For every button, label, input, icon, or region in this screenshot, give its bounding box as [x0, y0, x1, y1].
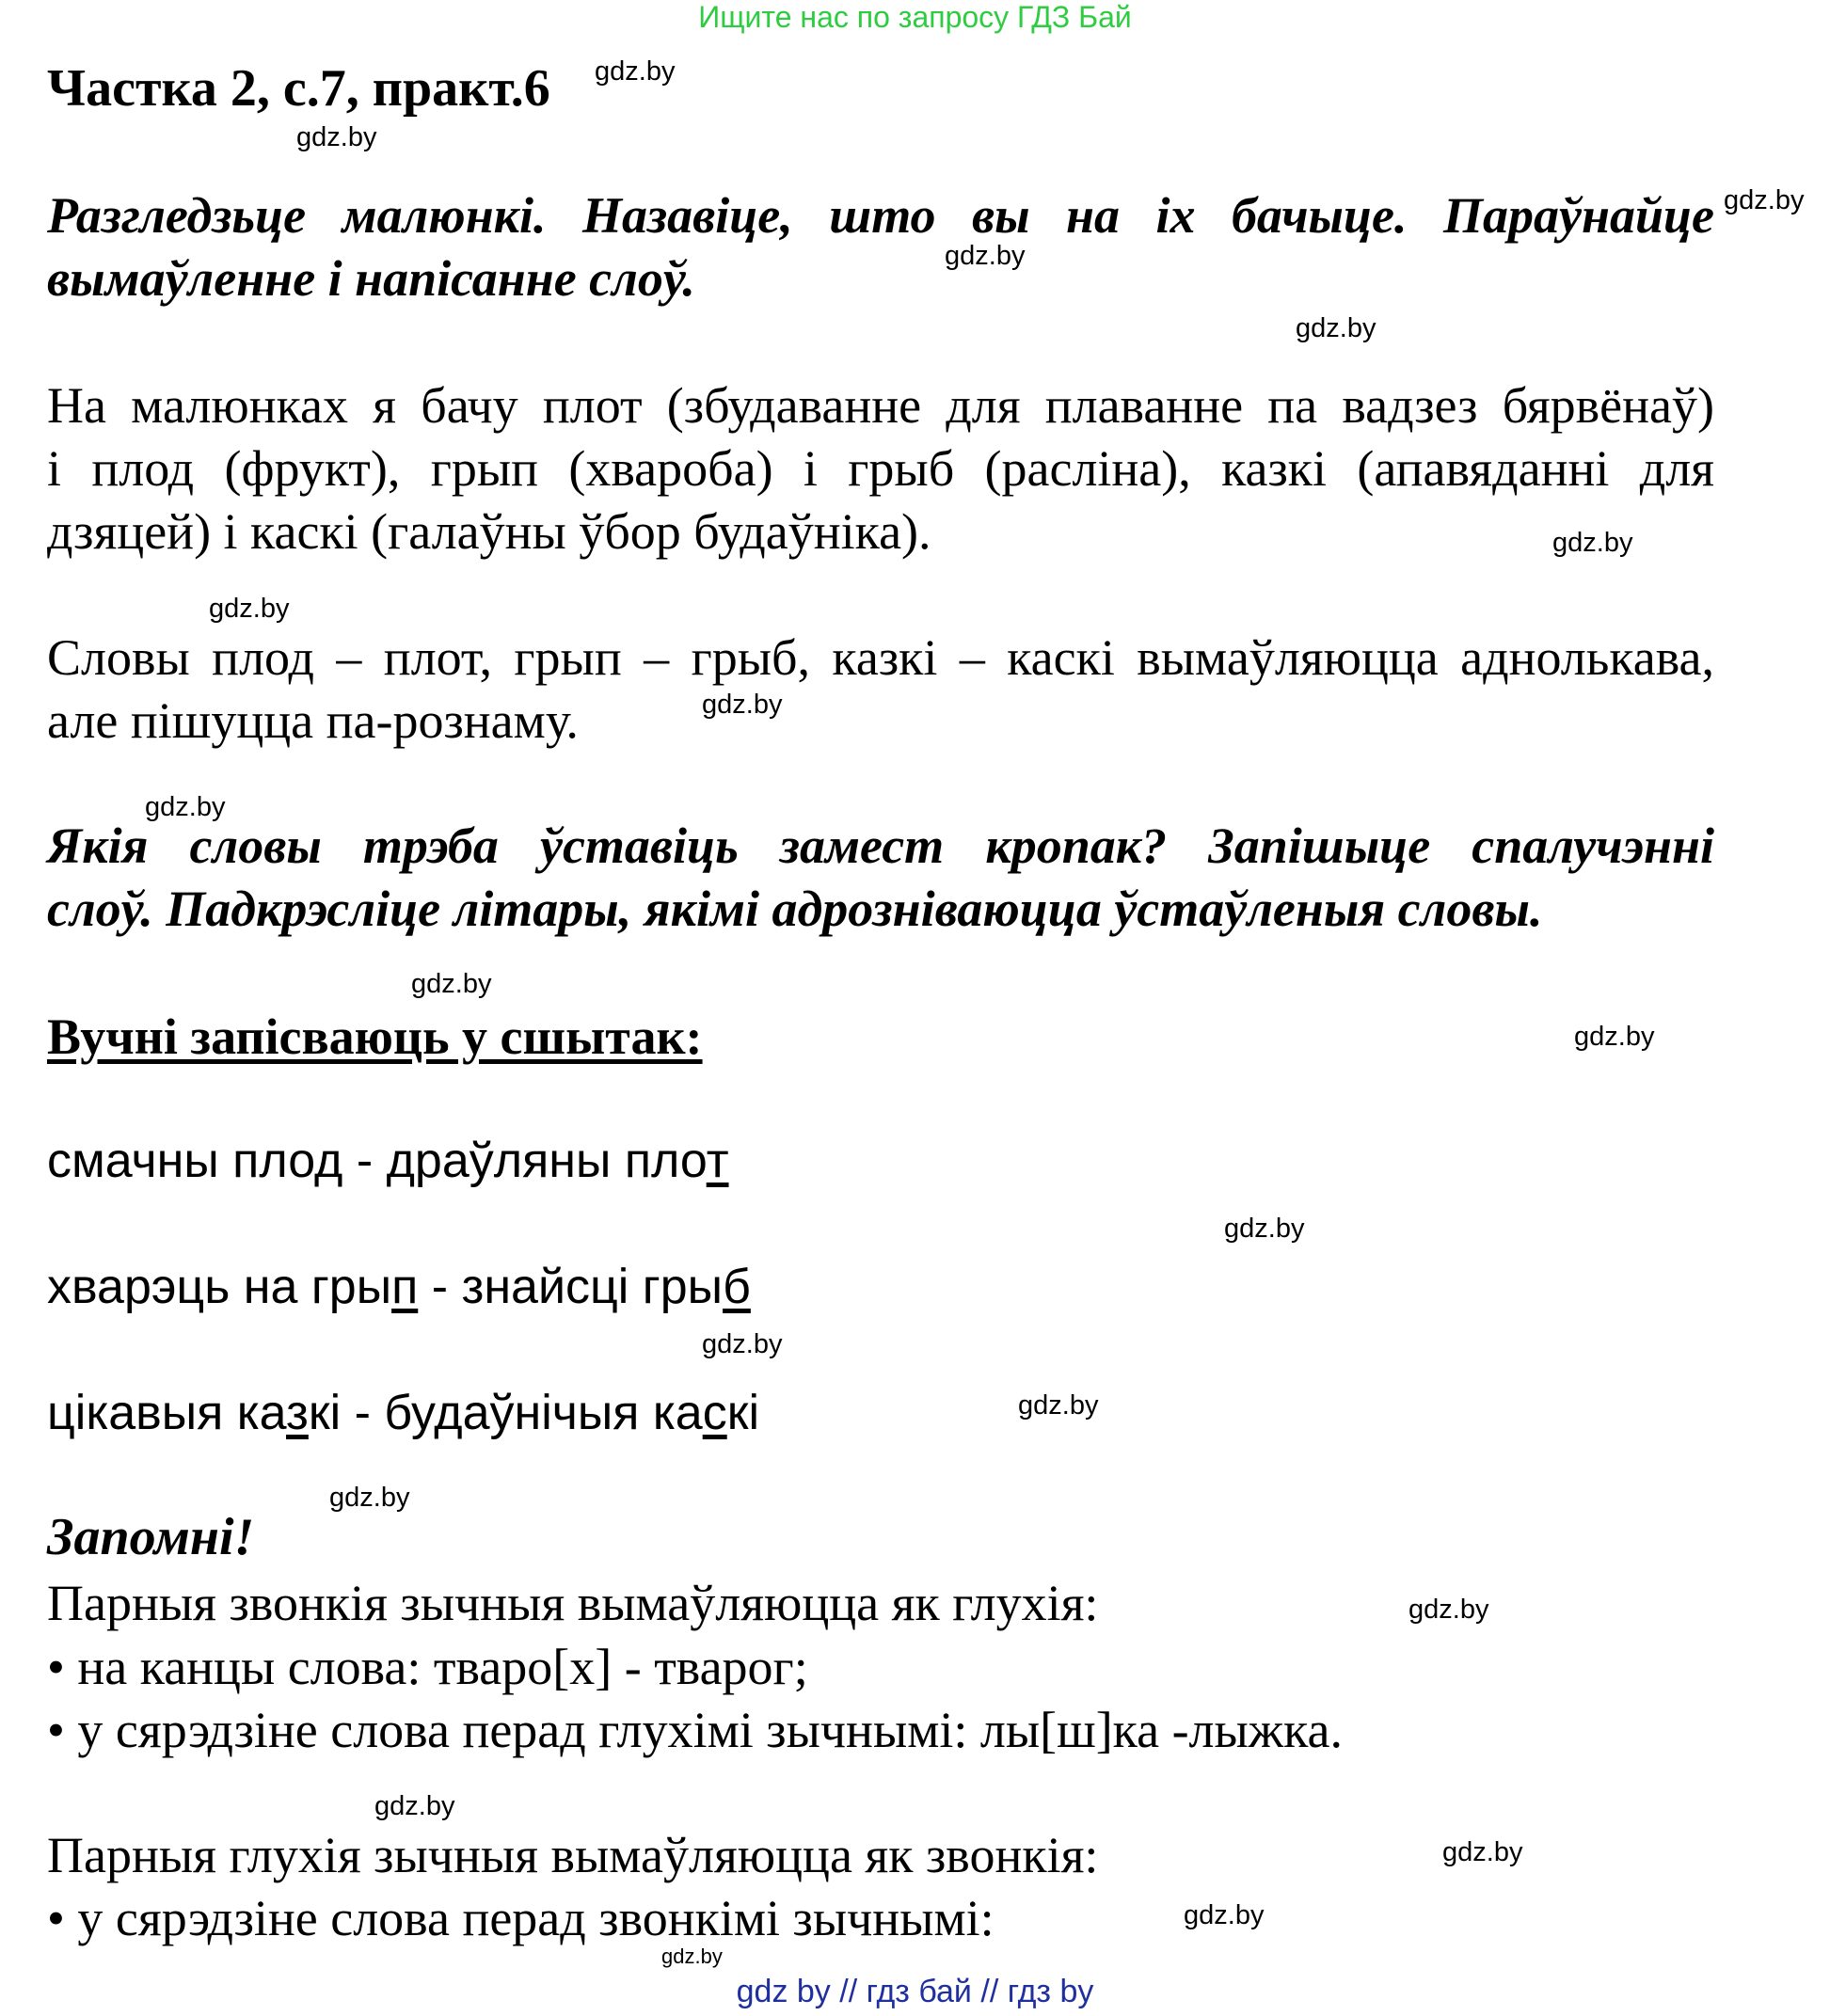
pair-separator: -: [342, 1134, 387, 1188]
task-2: [47, 815, 1714, 941]
watermark: gdz.by: [661, 1945, 723, 1968]
answer-1-line: і плод (фрукт), грып (хвароба) і грыб (расліна), казкі (апавяданні для: [47, 440, 1714, 497]
rule-line: Парныя глухія зычныя вымаўляюцца як звонкія:: [47, 1827, 1099, 1883]
rule-line: • у сярэдзіне слова перад глухімі зычнымі: лы[ш]ка -лыжка.: [47, 1702, 1343, 1758]
rule-line: • у сярэдзіне слова перад звонкімі зычнымі:: [47, 1890, 995, 1946]
watermark: gdz.by: [1724, 185, 1805, 215]
watermark: gdz.by: [145, 792, 226, 822]
watermark: gdz.by: [296, 122, 377, 152]
watermark: gdz.by: [1296, 313, 1376, 343]
pair-right: будаўнічыя ка: [384, 1386, 703, 1440]
top-banner[interactable]: Ищите нас по запросу ГДЗ Бай: [698, 0, 1132, 34]
pair-right: знайсці гры: [461, 1260, 724, 1314]
pair-left-underlined: д: [314, 1134, 343, 1188]
answer-1-line: На малюнках я бачу плот (збудаванне для плаванне па вадзез бярвёнаў): [47, 377, 1714, 434]
watermark: gdz.by: [702, 1329, 783, 1359]
rule-line: • на канцы слова: тваро[х] - тварог;: [47, 1639, 808, 1695]
task-2-line: слоў. Падкрэсліце літары, якімі адрозніваюцца ўстаўленыя словы.: [47, 881, 1543, 937]
watermark: gdz.by: [1408, 1595, 1489, 1625]
watermark: gdz.by: [1574, 1022, 1655, 1052]
watermark: gdz.by: [595, 56, 676, 87]
pair-separator: -: [418, 1260, 462, 1314]
answer-2: [47, 627, 1714, 753]
remember-heading: Запомні!: [47, 1508, 255, 1566]
word-pair: [47, 1259, 751, 1315]
task-1-line: Разгледзьце малюнкі. Назавіце, што вы на іх бачыце. Параўнайце: [47, 187, 1714, 244]
pair-left: цікавыя ка: [47, 1386, 286, 1440]
watermark: gdz.by: [1224, 1214, 1305, 1244]
watermark: gdz.by: [1552, 528, 1633, 558]
watermark: gdz.by: [1018, 1390, 1099, 1421]
pair-left: смачны пло: [47, 1134, 315, 1188]
answer-2-line: але пішуцца па-рознаму.: [47, 692, 579, 749]
watermark: gdz.by: [329, 1483, 410, 1513]
pair-left: хварэць на гры: [47, 1260, 392, 1314]
pair-right: драўляны пло: [386, 1134, 707, 1188]
pair-left-end: кі: [308, 1386, 342, 1440]
footer-links[interactable]: gdz by // гдз бай // гдз by: [736, 1974, 1094, 2009]
watermark: gdz.by: [411, 969, 492, 999]
watermark: gdz.by: [1442, 1837, 1523, 1867]
answer-1: [47, 374, 1714, 564]
watermark: gdz.by: [945, 241, 1026, 271]
word-pair: [47, 1385, 759, 1441]
task-1: [47, 184, 1714, 310]
task-2-line: Якія словы трэба ўставіць замест кропак? Запішыце спалучэнні: [47, 818, 1714, 874]
pair-left-underlined: з: [285, 1386, 309, 1440]
watermark: gdz.by: [1184, 1900, 1265, 1930]
answer-2-line: Словы плод – плот, грып – грыб, казкі – каскі вымаўляюцца аднолькава,: [47, 629, 1714, 686]
pair-right-underlined: с: [702, 1386, 727, 1440]
watermark: gdz.by: [374, 1791, 455, 1821]
notebook-title: Вучні запісваюць у сшытак:: [47, 1008, 703, 1065]
watermark: gdz.by: [209, 594, 290, 624]
pair-left-underlined: п: [391, 1260, 419, 1314]
word-pair: [47, 1133, 729, 1189]
pair-separator: -: [341, 1386, 385, 1440]
pair-right-end: кі: [726, 1386, 760, 1440]
answer-1-line: дзяцей) і каскі (галаўны ўбор будаўніка).: [47, 503, 931, 560]
pair-right-underlined: б: [723, 1260, 751, 1314]
page-heading: Частка 2, с.7, практ.6: [47, 59, 550, 118]
watermark: gdz.by: [702, 690, 783, 720]
rule-line: Парныя звонкія зычныя вымаўляюцца як глухія:: [47, 1575, 1099, 1631]
task-1-line: вымаўленне і напісанне слоў.: [47, 250, 695, 307]
pair-right-underlined: т: [706, 1134, 729, 1188]
